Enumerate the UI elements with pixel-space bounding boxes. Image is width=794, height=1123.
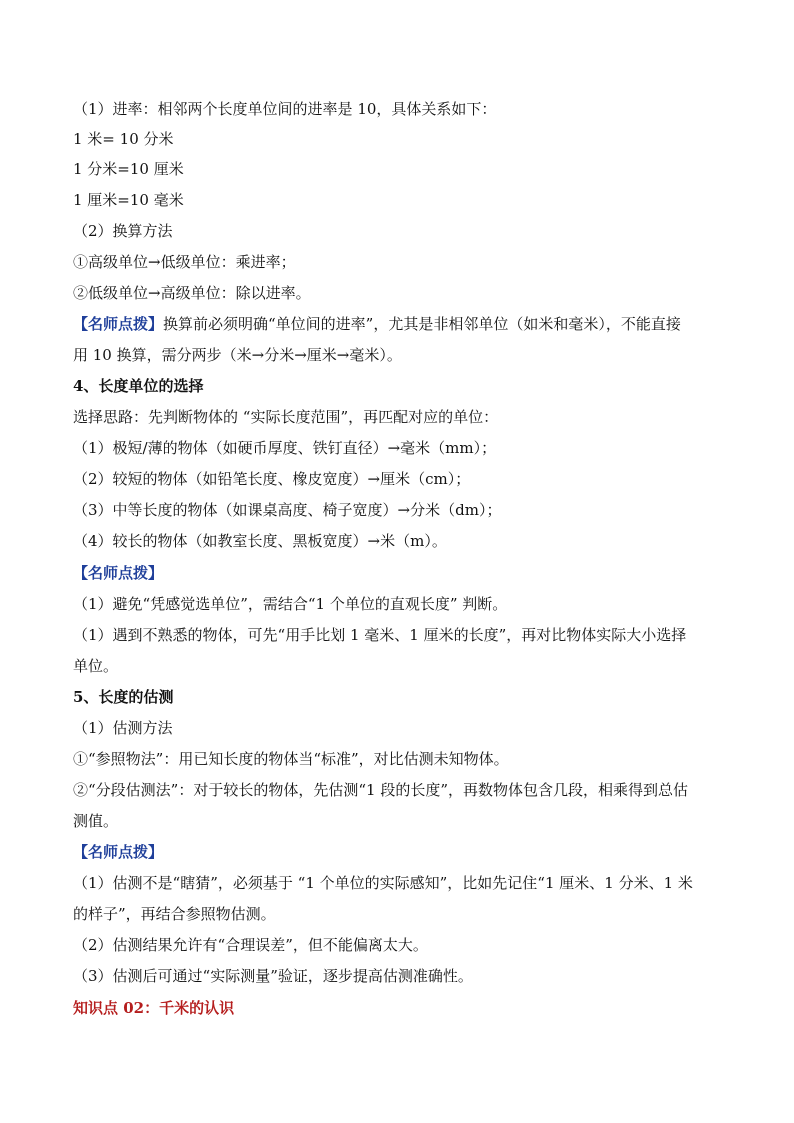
text-line: 1 米= 10 分米	[73, 130, 174, 148]
section-heading: 4、长度单位的选择	[73, 377, 204, 395]
text-line: 选择思路：先判断物体的 “实际长度范围”，再匹配对应的单位：	[73, 408, 499, 426]
text-line: 测值。	[73, 812, 119, 830]
tip-line	[73, 313, 681, 335]
text-line: ①“参照物法”：用已知长度的物体当“标准”，对比估测未知物体。	[73, 750, 509, 768]
tip-text: 换算前必须明确“单位间的进率”，尤其是非相邻单位（如米和毫米），不能直接	[163, 315, 681, 333]
tip-label: 【名师点拨】	[73, 315, 164, 333]
text-line: （2）换算方法	[73, 222, 173, 240]
text-line: （1）遇到不熟悉的物体，可先“用手比划 1 毫米、1 厘米的长度”，再对比物体实际大小选择	[73, 626, 687, 644]
text-line: （2）估测结果允许有“合理误差”，但不能偏离太大。	[73, 936, 428, 954]
text-line: （2）较短的物体（如铅笔长度、橡皮宽度）→厘米（cm）；	[73, 470, 471, 488]
text-line: （3）中等长度的物体（如课桌高度、椅子宽度）→分米（dm）；	[73, 501, 502, 519]
knowledge-point-heading: 知识点 02：千米的认识	[73, 999, 235, 1017]
text-line: （1）估测不是“瞎猜”，必须基于 “1 个单位的实际感知”，比如先记住“1 厘米、1 分米、1 米	[73, 874, 693, 892]
text-line: （1）进率：相邻两个长度单位间的进率是 10，具体关系如下：	[73, 100, 497, 118]
text-line: （1）估测方法	[73, 719, 173, 737]
text-line: ②“分段估测法”：对于较长的物体，先估测“1 段的长度”，再数物体包含几段，相乘得到总估	[73, 781, 688, 799]
tip-label: 【名师点拨】	[73, 843, 164, 861]
text-line: （1）极短/薄的物体（如硬币厚度、铁钉直径）→毫米（mm）；	[73, 439, 497, 457]
text-line: 用 10 换算，需分两步（米→分米→厘米→毫米）。	[73, 346, 402, 364]
section-heading: 5、长度的估测	[73, 688, 174, 706]
text-line: ①高级单位→低级单位：乘进率；	[73, 253, 296, 271]
text-line: 1 厘米=10 毫米	[73, 191, 184, 209]
text-line: 的样子”，再结合参照物估测。	[73, 905, 276, 923]
text-line: ②低级单位→高级单位：除以进率。	[73, 284, 311, 302]
text-line: （1）避免“凭感觉选单位”，需结合“1 个单位的直观长度” 判断。	[73, 595, 508, 613]
text-line: 1 分米=10 厘米	[73, 160, 184, 178]
text-line: （3）估测后可通过“实际测量”验证，逐步提高估测准确性。	[73, 967, 473, 985]
text-line: 单位。	[73, 657, 119, 675]
tip-label: 【名师点拨】	[73, 564, 164, 582]
text-line: （4）较长的物体（如教室长度、黑板宽度）→米（m）。	[73, 532, 447, 550]
